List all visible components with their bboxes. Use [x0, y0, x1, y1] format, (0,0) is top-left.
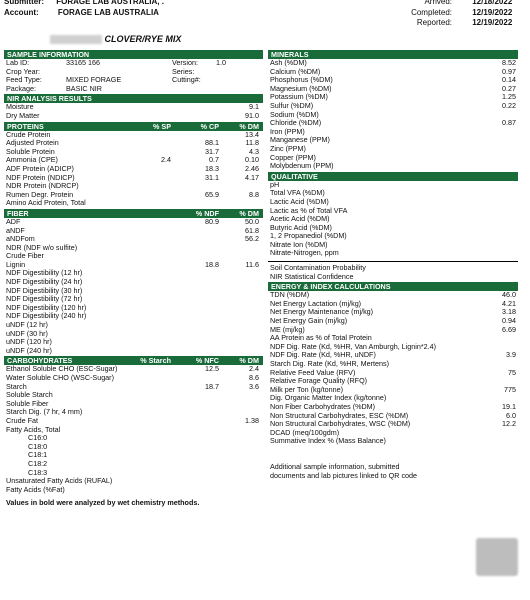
row-value: 0.14 — [502, 75, 516, 85]
row-label: NDF Protein (NDICP) — [6, 172, 75, 182]
version-label: Version: — [172, 58, 198, 67]
row-label: TDN (%DM) — [270, 290, 310, 300]
row-label: Lactic Acid (%DM) — [270, 196, 329, 206]
table-row — [268, 249, 518, 258]
row-value: 8.8 — [249, 189, 259, 199]
row-label: Relative Forage Quality (RFQ) — [270, 376, 368, 386]
row-value: 31.1 — [205, 172, 219, 182]
row-value: 46.0 — [502, 290, 516, 300]
row-label: Soluble Starch — [6, 390, 53, 400]
row-value: 88.1 — [205, 138, 219, 148]
row-value: 31.7 — [205, 146, 219, 156]
row-value: 11.8 — [245, 138, 259, 148]
completed-line — [400, 8, 512, 17]
row-value: 12.2 — [502, 419, 516, 429]
row-label: pH — [270, 179, 280, 189]
row-label: Soluble Protein — [6, 146, 55, 156]
table-row — [268, 162, 518, 171]
proteins-heading: PROTEINS % SP % CP % DM — [4, 122, 263, 131]
row-value: 0.22 — [502, 100, 516, 110]
row-value: 3.9 — [506, 350, 516, 360]
row-label: Fatty Acids, Total — [6, 424, 61, 434]
row-label: C16:0 — [28, 433, 48, 443]
series-label: Series: — [172, 66, 195, 76]
row-label: NDR (NDF w/o sulfite) — [6, 242, 78, 252]
carbs-table — [4, 365, 263, 494]
qr-note — [268, 462, 518, 480]
lab-id-value: 33165 166 — [66, 58, 100, 67]
row-value: 0.94 — [502, 316, 516, 326]
energy-table — [268, 291, 518, 446]
row-label: Phosphorus (%DM) — [270, 75, 333, 85]
fiber-table — [4, 218, 263, 356]
completed-value: 12/19/2022 — [472, 8, 513, 17]
row-label: Ammonia (CPE) — [6, 155, 58, 165]
row-label: Net Energy Gain (mj/kg) — [270, 316, 348, 326]
row-value: 0.27 — [502, 83, 516, 93]
row-label: ME (mj/kg) — [270, 324, 305, 334]
row-value: 11.6 — [245, 259, 259, 269]
row-label: Butyric Acid (%DM) — [270, 222, 332, 232]
row-label: NDF Digestibility (120 hr) — [6, 302, 87, 312]
row-label: Net Energy Maintenance (mj/kg) — [270, 307, 374, 317]
qr-note-line-1: Additional sample information, submitted — [270, 461, 400, 471]
row-label: aNDF — [6, 225, 25, 235]
row-value: 2.4 — [161, 155, 171, 165]
row-value: 80.9 — [205, 216, 219, 226]
row-value: 0.87 — [502, 118, 516, 128]
version-value: 1.0 — [216, 58, 226, 67]
row-label: Non Structural Carbohydrates, WSC (%DM) — [270, 419, 411, 429]
row-label: ADF — [6, 216, 21, 226]
row-label: Starch Dig. (7 hr, 4 mm) — [6, 407, 83, 417]
row-label: NDF Digestibility (30 hr) — [6, 285, 83, 295]
row-label: Crude Fat — [6, 415, 38, 425]
footer-note: Values in bold were analyzed by wet chemistry methods. — [6, 498, 200, 508]
row-label: Non Fiber Carbohydrates (%DM) — [270, 401, 376, 411]
row-label: Iron (PPM) — [270, 126, 305, 136]
row-label: C18:2 — [28, 458, 48, 468]
qr-code-icon — [476, 538, 518, 576]
submitter-label: Submitter: — [4, 0, 44, 6]
row-label: C18:3 — [28, 467, 48, 477]
row-label: Lignin — [6, 259, 26, 269]
row-value: 56.2 — [245, 234, 259, 244]
row-label: Starch Dig. Rate (Kd, %HR, Mertens) — [270, 359, 390, 368]
row-label: Sodium (%DM) — [270, 109, 319, 119]
row-label: Summative Index % (Mass Balance) — [270, 436, 386, 446]
row-value: 0.7 — [209, 155, 219, 165]
submitter-value: FORAGE LAB AUSTRALIA, . — [56, 0, 164, 6]
row-label: Amino Acid Protein, Total — [6, 198, 86, 208]
table-row — [4, 374, 263, 383]
proteins-table — [4, 131, 263, 208]
row-label: NDF Digestibility (72 hr) — [6, 294, 83, 304]
row-value: 75 — [508, 367, 516, 377]
row-label: Calcium (%DM) — [270, 66, 321, 76]
row-value: 8.6 — [249, 373, 259, 382]
row-label: DCAD (meq/100gdm) — [270, 427, 340, 437]
qr-note-line-2: documents and lab pictures linked to QR code — [270, 470, 418, 480]
row-label: NIR Statistical Confidence — [270, 271, 354, 281]
cutting-label: Cutting#: — [172, 75, 201, 85]
row-label: Magnesium (%DM) — [270, 83, 332, 93]
row-value: 18.7 — [205, 381, 219, 391]
energy-heading: ENERGY & INDEX CALCULATIONS — [268, 282, 518, 291]
row-label: Soil Contamination Probability — [270, 263, 366, 273]
row-label: Soluble Fiber — [6, 398, 49, 408]
qualitative-table — [268, 181, 518, 258]
row-label: AA Protein as % of Total Protein — [270, 333, 372, 343]
package-value: BASIC NIR — [66, 83, 102, 93]
reported-value: 12/19/2022 — [472, 18, 513, 27]
sample-title: CLOVER/RYE MIX — [104, 34, 182, 44]
table-row — [268, 273, 518, 282]
left-column — [4, 49, 263, 507]
row-label: Nitrate Ion (%DM) — [270, 239, 328, 249]
account-value: FORAGE LAB AUSTRALIA — [57, 8, 159, 17]
sample-info-block — [4, 59, 263, 93]
row-value: 2.4 — [249, 364, 259, 374]
table-row: Moisture 9.1 — [6, 102, 259, 112]
row-label: uNDF (30 hr) — [6, 328, 48, 338]
row-label: Rumen Degr. Protein — [6, 189, 74, 199]
row-value: 61.8 — [245, 225, 259, 235]
fiber-heading: FIBER % NDF % DM — [4, 209, 263, 218]
row-value: 6.69 — [502, 324, 516, 334]
row-label: Non Structural Carbohydrates, ESC (%DM) — [270, 410, 409, 420]
divider — [268, 261, 518, 262]
row-label: C18:0 — [28, 441, 48, 451]
table-row — [4, 252, 263, 261]
right-column — [268, 49, 518, 480]
row-label: uNDF (12 hr) — [6, 320, 48, 330]
row-label: Unsaturated Fatty Acids (RUFAL) — [6, 476, 113, 486]
row-value: 8.52 — [502, 58, 516, 67]
row-value: 13.4 — [245, 129, 259, 139]
row-value: 4.3 — [249, 146, 259, 156]
table-row — [4, 218, 263, 227]
row-label: Nitrate-Nitrogen, ppm — [270, 248, 339, 258]
table-row — [4, 408, 263, 417]
row-label: Crude Fiber — [6, 251, 44, 261]
row-value: 12.5 — [205, 364, 219, 374]
row-label: Dig. Organic Matter Index (kg/tonne) — [270, 393, 387, 403]
row-value: 50.0 — [245, 216, 259, 226]
table-row — [4, 227, 263, 236]
minerals-table — [268, 59, 518, 171]
row-label: Ash (%DM) — [270, 58, 307, 67]
minerals-heading: MINERALS — [268, 50, 518, 59]
row-value: 4.21 — [502, 298, 516, 308]
row-label: Milk per Ton (kg/tonne) — [270, 384, 343, 394]
sample-info-heading: SAMPLE INFORMATION — [4, 50, 263, 59]
sample-title-line — [50, 34, 181, 44]
table-row — [4, 347, 263, 356]
reported-line — [400, 18, 512, 27]
feed-type-label: Feed Type: — [6, 75, 42, 85]
table-row — [268, 437, 518, 446]
row-value: 18.3 — [205, 163, 219, 173]
row-value: 65.9 — [205, 189, 219, 199]
nir-heading: NIR ANALYSIS RESULTS — [4, 94, 263, 103]
row-value: 19.1 — [502, 401, 516, 411]
row-label: Ethanol Soluble CHO (ESC-Sugar) — [6, 364, 118, 374]
row-value: 3.6 — [249, 381, 259, 391]
arrived-label: Arrived: — [424, 0, 452, 6]
table-row: Dry Matter 91.0 — [6, 110, 259, 120]
feed-type-value: MIXED FORAGE — [66, 75, 122, 85]
row-label: Relative Feed Value (RFV) — [270, 367, 356, 377]
row-value: 1.25 — [502, 92, 516, 102]
row-label: NDF Digestibility (24 hr) — [6, 277, 83, 287]
row-label: aNDFom — [6, 234, 35, 244]
row-label: NDF Digestibility (240 hr) — [6, 311, 87, 321]
row-value: 775 — [504, 384, 516, 394]
account-line — [4, 8, 159, 17]
lab-id-label: Lab ID: — [6, 58, 30, 67]
row-value: 4.17 — [245, 172, 259, 182]
crop-year-label: Crop Year: — [6, 66, 40, 76]
row-label: ADF Protein (ADICP) — [6, 163, 74, 173]
row-label: NDR Protein (NDRCP) — [6, 181, 79, 191]
qualitative-heading: QUALITATIVE — [268, 172, 518, 181]
row-label: 1, 2 Propanediol (%DM) — [270, 231, 347, 241]
row-label: Acetic Acid (%DM) — [270, 214, 330, 224]
row-value: 0.97 — [502, 66, 516, 76]
row-label: Molybdenum (PPM) — [270, 161, 334, 171]
row-label: Fatty Acids (%Fat) — [6, 484, 65, 494]
row-label: Sulfur (%DM) — [270, 100, 314, 110]
row-label: Net Energy Lactation (mj/kg) — [270, 298, 362, 308]
row-label: Potassium (%DM) — [270, 92, 328, 102]
nir-table — [4, 103, 263, 120]
row-label: Water Soluble CHO (WSC-Sugar) — [6, 373, 114, 382]
arrived-line — [400, 0, 512, 6]
row-value: 0.10 — [245, 155, 259, 165]
row-label: NDF Dig. Rate (Kd, %HR, Van Amburgh, Lignin*2.4) — [270, 341, 437, 351]
row-label: Copper (PPM) — [270, 152, 316, 162]
row-value: 18.8 — [205, 259, 219, 269]
table-row — [4, 486, 263, 495]
submitter-line — [4, 0, 164, 6]
row-label: Chloride (%DM) — [270, 118, 322, 128]
table-row — [268, 119, 518, 128]
row-label: Total VFA (%DM) — [270, 188, 325, 198]
row-value: 3.18 — [502, 307, 516, 317]
row-label: uNDF (240 hr) — [6, 345, 52, 355]
row-label: Starch — [6, 381, 27, 391]
row-label: uNDF (120 hr) — [6, 337, 52, 347]
row-label: Crude Protein — [6, 129, 51, 139]
account-label: Account: — [4, 8, 39, 17]
row-label: NDF Dig. Rate (Kd, %HR, uNDF) — [270, 350, 376, 360]
carbs-heading: CARBOHYDRATES % Starch % NFC % DM — [4, 356, 263, 365]
row-label: Lactic as % of Total VFA — [270, 205, 348, 215]
completed-label: Completed: — [411, 8, 452, 17]
table-row — [4, 199, 263, 208]
row-label: NDF Digestibility (12 hr) — [6, 268, 83, 278]
row-label: Manganese (PPM) — [270, 135, 330, 145]
redacted-block — [50, 35, 102, 44]
row-value: 6.0 — [506, 410, 516, 420]
arrived-value: 12/18/2022 — [472, 0, 513, 6]
row-label: Adjusted Protein — [6, 138, 59, 148]
row-value: 1.38 — [245, 415, 259, 425]
package-label: Package: — [6, 83, 36, 93]
table-row — [268, 317, 518, 326]
row-label: Zinc (PPM) — [270, 143, 306, 153]
reported-label: Reported: — [416, 18, 452, 27]
qualitative-extra — [268, 264, 518, 281]
row-value: 2.46 — [245, 163, 259, 173]
row-label: C18:1 — [28, 450, 48, 460]
